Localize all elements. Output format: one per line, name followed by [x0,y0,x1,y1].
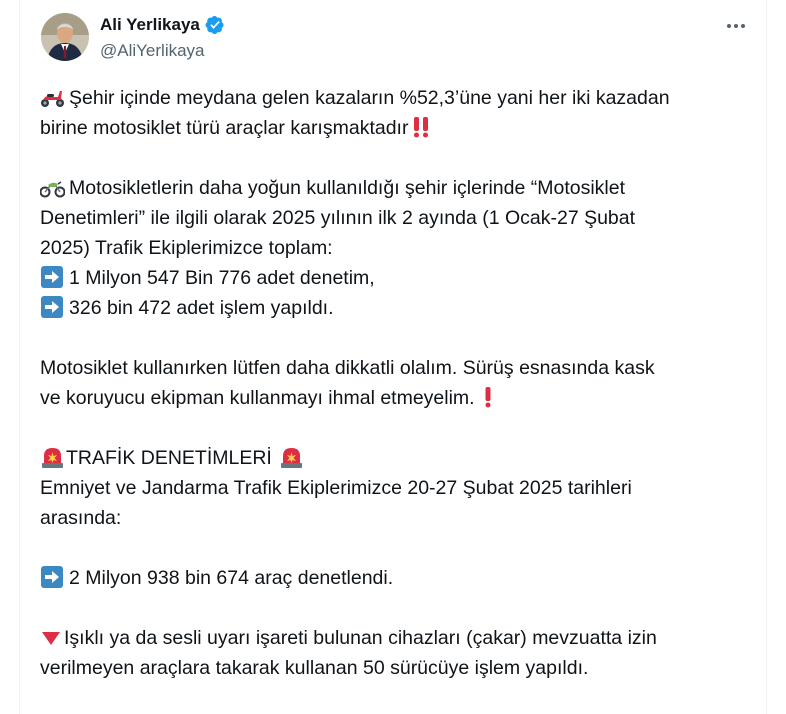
paragraph-line [40,473,755,503]
scooter-icon [40,86,65,108]
author-handle[interactable]: @AliYerlikaya [100,41,205,60]
paragraph-text: birine motosiklet türü araçlar karışmaktadır [40,117,409,139]
paragraph-line [40,203,755,233]
author-name[interactable]: Ali Yerlikaya [100,15,200,34]
exclamation-icon [478,386,498,408]
paragraph-text: Şehir içinde meydana gelen kazaların %52,3’üne yani her iki kazadan [69,87,670,109]
paragraph-text: Emniyet ve Jandarma Trafik Ekiplerimizce 20-27 Şubat 2025 tarihleri [40,477,632,499]
paragraph-line [40,113,755,143]
list-item [40,263,755,293]
paragraph-line [40,503,755,533]
paragraph-line [40,233,755,263]
list-item-text: 326 bin 472 adet işlem yapıldı. [69,297,334,319]
double-exclamation-icon [411,116,431,138]
author-name-row [100,15,225,35]
list-item [40,293,755,323]
paragraph-text: Denetimleri” ile ilgili olarak 2025 yılının ilk 2 ayında (1 Ocak-27 Şubat [40,207,636,229]
right-arrow-icon [40,296,65,318]
paragraph-line [40,623,755,653]
motorcycle-icon [40,176,65,198]
paragraph-line [40,173,755,203]
avatar[interactable] [41,13,89,61]
verified-badge-icon [205,15,225,35]
paragraph-line [40,653,755,683]
list-item-text: 2 Milyon 938 bin 674 araç denetlendi. [69,567,394,589]
paragraph-line [40,383,755,413]
paragraph-text: Motosikletlerin daha yoğun kullanıldığı şehir içlerinde “Motosiklet [69,177,626,199]
paragraph-text: arasında: [40,507,122,529]
red-triangle-down-icon [40,626,62,648]
paragraph-line [40,353,755,383]
paragraph-text: Motosiklet kullanırken lütfen daha dikkatli olalım. Sürüş esnasında kask [40,357,655,379]
heading-text: TRAFİK DENETİMLERİ [66,447,272,469]
paragraph-line [40,83,755,113]
section-heading [40,443,755,473]
tweet-card [19,0,767,714]
list-item [40,563,755,593]
siren-icon [279,446,304,468]
right-arrow-icon [40,266,65,288]
paragraph-text: Işıklı ya da sesli uyarı işareti bulunan cihazları (çakar) mevzuatta izin [64,627,657,649]
list-item-text: 1 Milyon 547 Bin 776 adet denetim, [69,267,375,289]
right-arrow-icon [40,566,65,588]
tweet-text [40,83,755,683]
paragraph-text: ve koruyucu ekipman kullanmayı ihmal etmeyelim. [40,387,475,409]
siren-icon [40,446,65,468]
more-options-icon[interactable] [724,14,748,38]
paragraph-text: verilmeyen araçlara takarak kullanan 50 sürücüye işlem yapıldı. [40,657,589,679]
paragraph-text: 2025) Trafik Ekiplerimizce toplam: [40,237,333,259]
